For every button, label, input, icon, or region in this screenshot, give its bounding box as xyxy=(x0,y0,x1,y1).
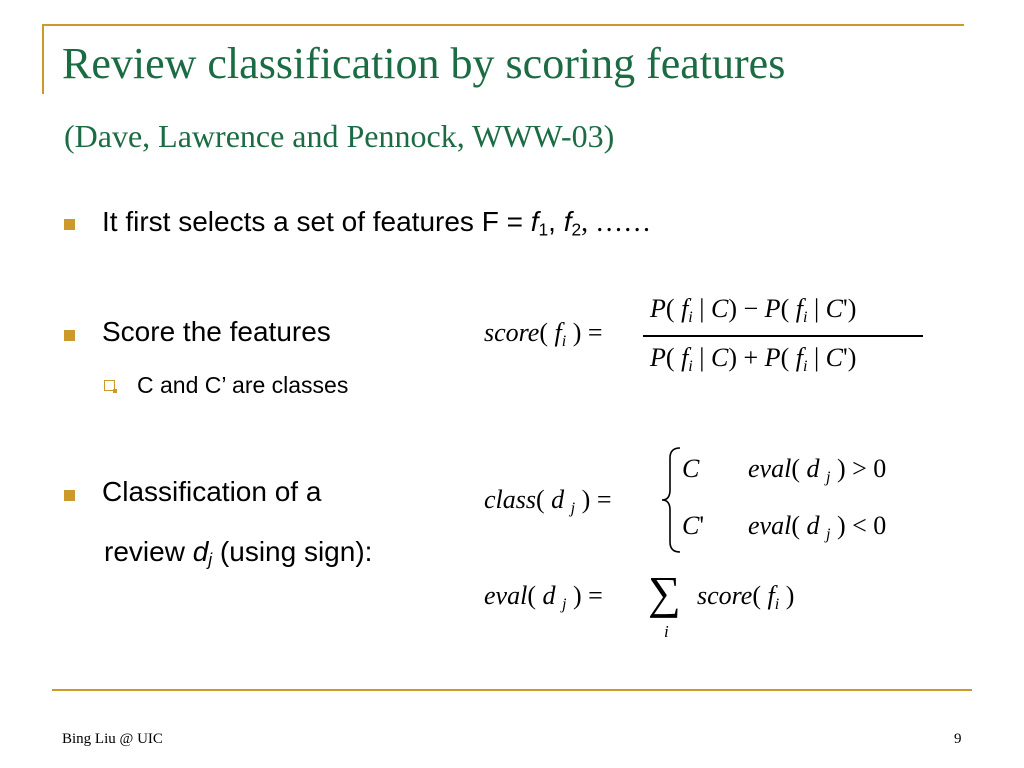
frame-top-line xyxy=(42,24,964,26)
class-formula-lhs: class( d $_j$ ) = xyxy=(484,485,612,517)
bullet-square-icon xyxy=(64,490,75,501)
class-case1-label: C xyxy=(682,454,700,483)
footer-author: Bing Liu @ UIC xyxy=(62,731,163,747)
bullet-square-icon xyxy=(64,219,75,230)
footer-divider xyxy=(52,689,972,691)
sub-bullet-icon xyxy=(104,380,115,391)
bullet-score: Score the features xyxy=(102,316,331,347)
bullet-square-icon xyxy=(64,330,75,341)
bullet-classification-line1: Classification of a xyxy=(102,476,322,507)
summation-icon: ∑ xyxy=(648,567,681,618)
left-brace-icon xyxy=(660,446,684,554)
score-formula-lhs: score( $f_i$ ) = xyxy=(484,318,603,350)
summation-index: i xyxy=(664,622,669,641)
score-formula-numerator: P( $f_i$ | C) − P( $f_i$ | C') xyxy=(650,294,857,326)
bullet-features: It first selects a set of features $F = f_1$, $f_2$, …… xyxy=(102,206,652,240)
eval-formula-rhs: score( $f_i$ ) xyxy=(697,581,795,613)
page-number: 9 xyxy=(954,731,962,747)
class-case2-label: C' xyxy=(682,511,705,540)
class-case1-condition: eval( d $_j$ ) > 0 xyxy=(748,454,887,486)
eval-formula-lhs: eval( d $_j$ ) = xyxy=(484,581,603,613)
sub-bullet-classes: C and C’ are classes xyxy=(137,372,349,398)
frame-left-line xyxy=(42,24,44,94)
bullet-classification-line2: review $d_j$ (using sign): xyxy=(104,536,373,570)
class-case2-condition: eval( d $_j$ ) < 0 xyxy=(748,511,887,543)
slide-title: Review classification by scoring features xyxy=(62,39,786,88)
score-formula-denominator: P( $f_i$ | C) + P( $f_i$ | C') xyxy=(650,343,857,375)
score-fraction-bar xyxy=(643,335,923,337)
slide-subtitle: (Dave, Lawrence and Pennock, WWW-03) xyxy=(64,118,615,154)
